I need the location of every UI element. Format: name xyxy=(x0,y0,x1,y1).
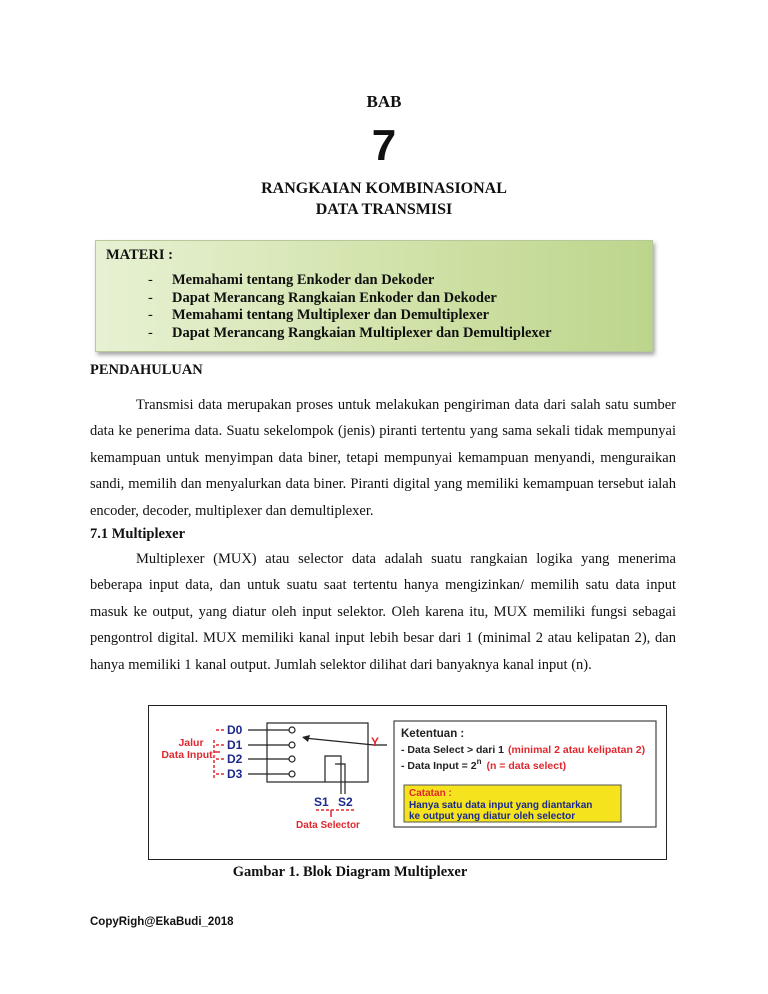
chapter-title xyxy=(0,178,768,220)
section-heading-multiplexer: 7.1 Multiplexer xyxy=(90,526,186,542)
pendahuluan-text: Transmisi data merupakan proses untuk melakukan pengiriman data dari salah satu sumber data ke penerima data. Suatu sekelompok (jenis) piranti tertentu yang sama sekali tidak mempunyai kemampuan untuk menyimpan data biner, tetapi mempunyai kemampuan menyandi, menguraikan sandi, memilih dan menyalurkan data biner. Piranti digital yang memiliki kemampuan tersebut ialah encoder, decoder, multiplexer dan demultiplexer. xyxy=(90,397,676,519)
figure-caption: Gambar 1. Blok Diagram Multiplexer xyxy=(232,864,468,880)
materi-heading: MATERI : xyxy=(106,247,173,263)
output-y-label: Y xyxy=(371,735,380,749)
data-selector-label: Data Selector xyxy=(296,820,360,831)
selector-s1-label: S1 xyxy=(314,795,329,809)
catatan-line2: ke output yang diatur oleh selector xyxy=(409,811,576,822)
input-d2-label: D2 xyxy=(227,752,243,766)
footer-copyright: CopyRigh@EkaBudi_2018 xyxy=(90,916,234,928)
input-d0-label: D0 xyxy=(227,723,243,737)
materi-item-text: Memahami tentang Enkoder dan Dekoder xyxy=(172,272,435,288)
list-item: - Memahami tentang Enkoder dan Dekoder xyxy=(148,272,435,288)
list-item: - Dapat Merancang Rangkaian Multiplexer dan Demultiplexer xyxy=(148,324,552,341)
chapter-title-line1: RANGKAIAN KOMBINASIONAL xyxy=(261,180,507,197)
catatan-line1: Hanya satu data input yang diantarkan xyxy=(409,800,593,811)
input-d3-terminal xyxy=(289,771,295,777)
input-d1-label: D1 xyxy=(227,738,243,752)
list-item: - Memahami tentang Multiplexer dan Demultiplexer xyxy=(148,307,490,323)
pendahuluan-paragraph xyxy=(90,392,676,524)
selector-s2-label: S2 xyxy=(338,795,353,809)
rule1-main: - Data Select > dari 1 xyxy=(401,744,505,756)
mux-block-diagram xyxy=(149,706,666,859)
rule2-exponent: n xyxy=(476,757,482,766)
list-item: - Dapat Merancang Rangkaian Enkoder dan Dekoder xyxy=(148,289,497,306)
multiplexer-text: Multiplexer (MUX) atau selector data adalah suatu rangkaian logika yang menerima beberapa input data, dan untuk suatu saat tertentu hanya mengizinkan/ memilih satu data input masuk ke output, yang diatur oleh input selektor. Oleh karena itu, MUX memiliki fungsi sebagai pengontrol digital. MUX memiliki kanal input lebih besar dari 1 (minimal 2 atau kelipatan 2), dan hanya memiliki 1 kanal output. Jumlah selektor dilihat dari banyaknya kanal input (n). xyxy=(90,551,676,673)
multiplexer-paragraph xyxy=(90,546,676,678)
materi-item-text: Memahami tentang Multiplexer dan Demultiplexer xyxy=(172,307,490,323)
materi-box xyxy=(95,240,653,352)
chapter-title-line2: DATA TRANSMISI xyxy=(315,201,453,218)
input-d0-terminal xyxy=(289,727,295,733)
materi-item-text: Dapat Merancang Rangkaian Enkoder dan Dekoder xyxy=(172,289,497,306)
rule1-text xyxy=(401,744,645,756)
ketentuan-title: Ketentuan : xyxy=(401,728,465,740)
chapter-label: BAB xyxy=(366,92,402,111)
chapter-number: 7 xyxy=(371,121,397,170)
pendahuluan-heading: PENDAHULUAN xyxy=(90,362,203,378)
jalur-label-line1: Jalur xyxy=(178,737,204,749)
rule1-note: (minimal 2 atau kelipatan 2) xyxy=(508,744,646,756)
rule2-main: - Data Input = 2 xyxy=(401,760,477,772)
jalur-label-line2: Data Input xyxy=(161,749,213,761)
materi-item-text: Dapat Merancang Rangkaian Multiplexer dan Demultiplexer xyxy=(172,324,552,341)
input-d2-terminal xyxy=(289,756,295,762)
rule2-note: (n = data select) xyxy=(486,760,567,772)
catatan-title: Catatan : xyxy=(409,788,452,799)
mux-box xyxy=(267,723,368,782)
materi-list xyxy=(148,272,552,342)
multiplexer-figure xyxy=(148,705,667,860)
input-d3-label: D3 xyxy=(227,767,243,781)
input-d1-terminal xyxy=(289,742,295,748)
